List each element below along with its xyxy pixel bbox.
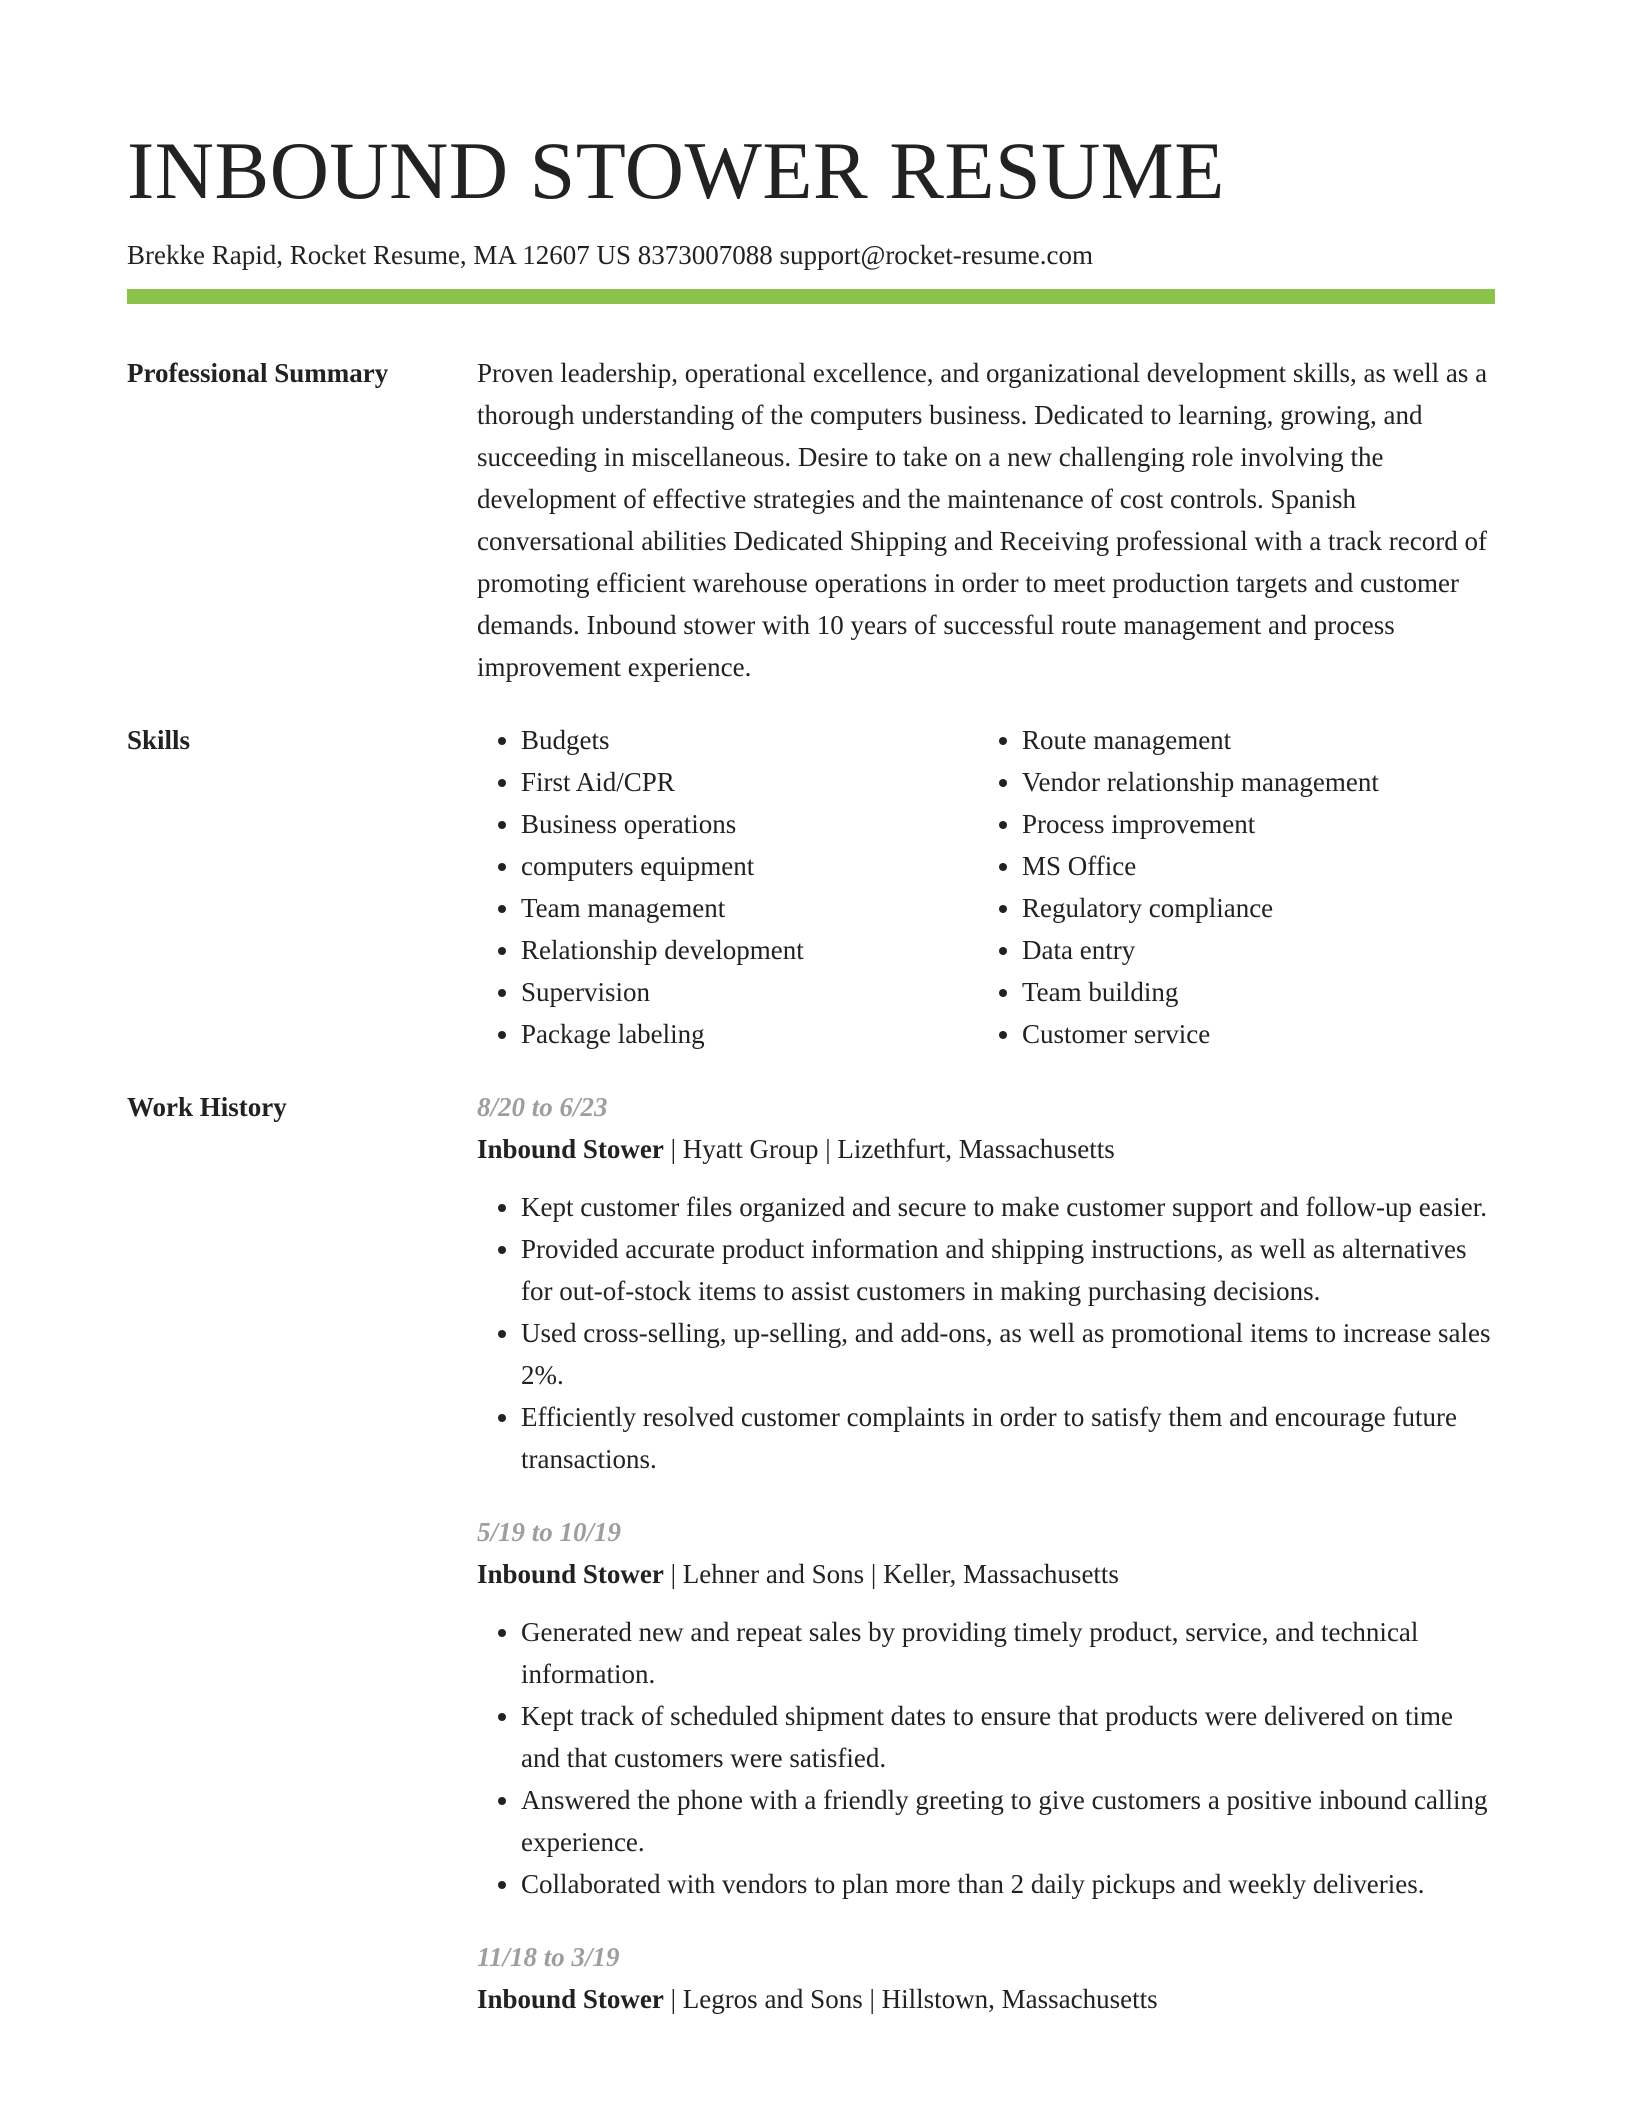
skill-item: • Business operations: [521, 803, 978, 845]
resume-title: INBOUND STOWER RESUME: [127, 125, 1225, 216]
work-history-section: [127, 1086, 1495, 2020]
skill-item: • Package labeling: [521, 1013, 978, 1055]
skills-list-left: [477, 719, 978, 1055]
skill-item: • Route management: [1022, 719, 1479, 761]
section-label-work-history: Work History: [127, 1092, 287, 1123]
job-entry: [477, 1511, 1495, 1905]
job-dates: 11/18 to 3/19: [477, 1942, 620, 1973]
job-details: | Legros and Sons | Hillstown, Massachusetts: [663, 1984, 1158, 2015]
skill-item: • Relationship development: [521, 929, 978, 971]
section-label-summary: Professional Summary: [127, 358, 389, 389]
job-details: | Lehner and Sons | Keller, Massachusetts: [663, 1559, 1119, 1590]
job-entry: [477, 1086, 1495, 1480]
job-details: | Hyatt Group | Lizethfurt, Massachusetts: [663, 1134, 1115, 1165]
job-bullet: • Answered the phone with a friendly greeting to give customers a positive inbound calling experience.: [521, 1779, 1495, 1863]
section-label-skills: Skills: [127, 725, 191, 756]
job-bullet: • Collaborated with vendors to plan more than 2 daily pickups and weekly deliveries.: [521, 1863, 1495, 1905]
job-bullet: • Kept customer files organized and secure to make customer support and follow-up easier.: [521, 1186, 1495, 1228]
contact-line: Brekke Rapid, Rocket Resume, MA 12607 US 8373007088 support@rocket-resume.com: [127, 240, 1093, 270]
summary-text: Proven leadership, operational excellence, and organizational development skills, as well as a thorough understanding of the computers business. Dedicated to learning, growing, and succeeding in miscellaneous. Desire to take on a new challenging role involving the development of effective strategies and the maintenance of cost controls. Spanish conversational abilities Dedicated Shipping and Receiving professional with a track record of promoting efficient warehouse operations in order to meet production targets and customer demands. Inbound stower with 10 years of successful route management and process improvement experience.: [477, 358, 1488, 683]
job-dates: 8/20 to 6/23: [477, 1092, 608, 1123]
skill-item: • Regulatory compliance: [1022, 887, 1479, 929]
skill-item: • Budgets: [521, 719, 978, 761]
job-title-line: [477, 1978, 1495, 2020]
job-title: Inbound Stower: [477, 1134, 664, 1165]
job-dates: 5/19 to 10/19: [477, 1517, 622, 1548]
skills-columns: [477, 719, 1495, 1055]
skills-section: [127, 719, 1495, 1055]
skill-item: • First Aid/CPR: [521, 761, 978, 803]
job-entry: [477, 1936, 1495, 2020]
job-title: Inbound Stower: [477, 1559, 664, 1590]
skill-item: • Team management: [521, 887, 978, 929]
job-bullet: • Provided accurate product information and shipping instructions, as well as alternatives for out-of-stock items to assist customers in making purchasing decisions.: [521, 1228, 1495, 1312]
skill-item: • Supervision: [521, 971, 978, 1013]
skill-item: • computers equipment: [521, 845, 978, 887]
job-bullet-list: [477, 1186, 1495, 1480]
skill-item: • Customer service: [1022, 1013, 1479, 1055]
skill-item: • Data entry: [1022, 929, 1479, 971]
job-bullet: • Generated new and repeat sales by providing timely product, service, and technical information.: [521, 1611, 1495, 1695]
job-title: Inbound Stower: [477, 1984, 664, 2015]
job-bullet-list: [477, 1611, 1495, 1905]
skills-list-right: [978, 719, 1479, 1055]
job-title-line: [477, 1553, 1495, 1595]
skill-item: • Team building: [1022, 971, 1479, 1013]
job-title-line: [477, 1128, 1495, 1170]
job-bullet: • Efficiently resolved customer complaints in order to satisfy them and encourage future transactions.: [521, 1396, 1495, 1480]
job-bullet: • Used cross-selling, up-selling, and add-ons, as well as promotional items to increase sales 2%.: [521, 1312, 1495, 1396]
skill-item: • MS Office: [1022, 845, 1479, 887]
resume-page: [127, 118, 1495, 2020]
skill-item: • Process improvement: [1022, 803, 1479, 845]
job-bullet: • Kept track of scheduled shipment dates to ensure that products were delivered on time and that customers were satisfied.: [521, 1695, 1495, 1779]
accent-divider: [127, 289, 1495, 304]
professional-summary-section: [127, 352, 1495, 688]
skill-item: • Vendor relationship management: [1022, 761, 1479, 803]
